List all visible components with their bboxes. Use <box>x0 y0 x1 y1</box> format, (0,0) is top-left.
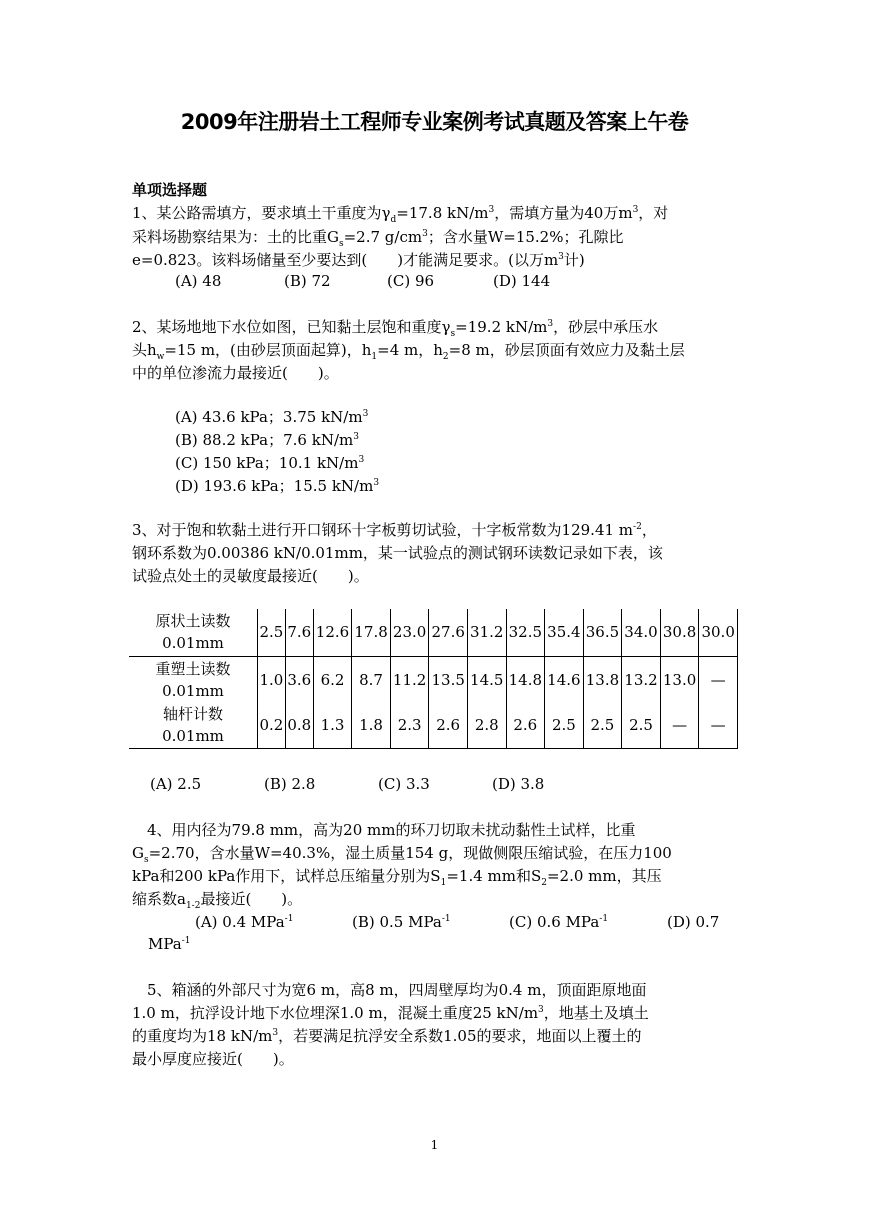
table-cell: 23.0 <box>390 609 429 656</box>
table-cell: 2.8 <box>467 703 506 748</box>
table-cell: 30.8 <box>660 609 699 656</box>
q5-line-3: 的重度均为18 $kN/m^3$，若要满足抗浮安全系数1.05的要求，地面以上覆土的 <box>132 1027 642 1045</box>
q2-line-1: 2、某场地地下水位如图，已知黏土层饱和重度$\gamma_s=19.2$ $kN/m^3$，砂层中承压水 <box>132 318 659 339</box>
table-cell: 1.0 <box>258 656 286 703</box>
table-cell: 7.6 <box>285 609 313 656</box>
q4-line-4: 缩系数$a_{1-2}$最接近( )。 <box>132 890 303 911</box>
q5-line-1: 5、箱涵的外部尺寸为宽6 m，高8 m，四周壁厚均为0.4 m，顶面距原地面 <box>147 981 647 999</box>
q3-option-c: (C) 3.3 <box>378 775 430 793</box>
q1-option-c: (C) 96 <box>387 272 435 290</box>
q4-option-c: (C) 0.6 MPa$^{-1}$ <box>509 913 609 931</box>
table-cell: 0.2 <box>258 703 286 748</box>
row-label <box>129 656 258 703</box>
table-cell: 0.8 <box>285 703 313 748</box>
q4-option-d-unit: MPa$^{-1}$ <box>148 935 191 953</box>
table-cell: 13.5 <box>429 656 468 703</box>
page-number: 1 <box>430 1138 439 1152</box>
q4-line-3: kPa和200 kPa作用下，试样总压缩量分别为$S_1=1.4$ mm和$S_2=2.0$ mm，其压 <box>132 867 662 888</box>
table-cell: 17.8 <box>352 609 391 656</box>
q2-line-3: 中的单位渗流力最接近( )。 <box>132 364 339 382</box>
table-cell: 27.6 <box>429 609 468 656</box>
table-cell: 13.8 <box>583 656 622 703</box>
table-cell: 32.5 <box>506 609 545 656</box>
q4-line-1: 4、用内径为79.8 mm，高为20 mm的环刀切取未扰动黏性土试样，比重 <box>147 821 636 839</box>
table-cell: 14.8 <box>506 656 545 703</box>
row-label-unit: 0.01mm <box>162 727 224 746</box>
table-cell: 2.5 <box>258 609 286 656</box>
section-heading: 单项选择题 <box>132 181 208 199</box>
q2-line-2: 头$h_w=15$ m，(由砂层顶面起算)，$h_1=4$ m，$h_2=8$ m，砂层顶面有效应力及黏土层 <box>132 341 685 362</box>
q2-option-a: (A) 43.6 kPa；3.75 $kN/m^3$ <box>175 408 369 426</box>
row-label-name: 重塑土读数 <box>155 659 231 678</box>
q3-option-b: (B) 2.8 <box>264 775 316 793</box>
q4-option-a: (A) 0.4 MPa$^{-1}$ <box>195 913 294 931</box>
table-row <box>129 656 738 703</box>
q3-line-3: 试验点处土的灵敏度最接近( )。 <box>132 567 369 585</box>
document-title: 2009年注册岩土工程师专业案例考试真题及答案上午卷 <box>180 110 689 134</box>
row-label <box>129 609 258 656</box>
table-cell: 31.2 <box>467 609 506 656</box>
q1-option-b: (B) 72 <box>284 272 331 290</box>
table-row <box>129 609 738 656</box>
table-cell: 1.8 <box>352 703 391 748</box>
q1-line-3: e=0.823。该料场储量至少要达到( )才能满足要求。(以万$m^3$计) <box>132 251 585 269</box>
table-cell: — <box>699 703 738 748</box>
table-cell: 2.5 <box>622 703 661 748</box>
q2-option-c: (C) 150 kPa；10.1 $kN/m^3$ <box>175 454 365 472</box>
table-cell: 1.3 <box>313 703 352 748</box>
q3-option-a: (A) 2.5 <box>150 775 202 793</box>
q5-line-4: 最小厚度应接近( )。 <box>132 1050 294 1068</box>
table-cell: 13.2 <box>622 656 661 703</box>
table-row <box>129 703 738 748</box>
table-cell: 8.7 <box>352 656 391 703</box>
table-cell: — <box>660 703 699 748</box>
table-cell: 6.2 <box>313 656 352 703</box>
q4-option-d: (D) 0.7 <box>667 913 720 931</box>
q3-line-2: 钢环系数为0.00386 kN/0.01mm，某一试验点的测试钢环读数记录如下表，该 <box>132 544 663 562</box>
q3-option-d: (D) 3.8 <box>492 775 545 793</box>
table-cell: 3.6 <box>285 656 313 703</box>
table-cell: 2.5 <box>583 703 622 748</box>
q4-option-b: (B) 0.5 MPa$^{-1}$ <box>352 913 451 931</box>
table-cell: 11.2 <box>390 656 429 703</box>
row-label-unit: 0.01mm <box>162 634 224 653</box>
q5-line-2: 1.0 m，抗浮设计地下水位埋深1.0 m，混凝土重度25 $kN/m^3$，地基土及填土 <box>132 1004 649 1022</box>
table-cell: 2.3 <box>390 703 429 748</box>
table-cell: — <box>699 656 738 703</box>
table-cell: 34.0 <box>622 609 661 656</box>
q1-line-2: 采料场勘察结果为：土的比重$G_s=2.7$ $g/cm^3$；含水量W=15.2%；孔隙比 <box>132 228 624 249</box>
table-cell: 36.5 <box>583 609 622 656</box>
row-label-name: 轴杆计数 <box>162 705 223 724</box>
q1-line-1: 1、某公路需填方，要求填土干重度为$\gamma_d=17.8$ $kN/m^3$，需填方量为40万$m^3$，对 <box>132 204 669 225</box>
table-cell: 2.6 <box>506 703 545 748</box>
q2-option-d: (D) 193.6 kPa；15.5 $kN/m^3$ <box>175 477 380 495</box>
table-cell: 12.6 <box>313 609 352 656</box>
q1-option-d: (D) 144 <box>493 272 551 290</box>
table-cell: 14.5 <box>467 656 506 703</box>
table-cell: 2.6 <box>429 703 468 748</box>
table-cell: 2.5 <box>545 703 584 748</box>
table-cell: 30.0 <box>699 609 738 656</box>
q1-option-a: (A) 48 <box>175 272 222 290</box>
table-cell: 35.4 <box>545 609 584 656</box>
q2-option-b: (B) 88.2 kPa；7.6 $kN/m^3$ <box>175 431 359 449</box>
row-label-unit: 0.01mm <box>162 681 224 700</box>
table-cell: 13.0 <box>660 656 699 703</box>
q3-line-1: 3、对于饱和软黏土进行开口钢环十字板剪切试验，十字板常数为129.41 $m^{-2}$， <box>132 521 657 539</box>
q4-line-2: $G_s=2.70$，含水量W=40.3%，湿土质量154 g，现做侧限压缩试验，在压力100 <box>132 844 672 865</box>
row-label-name: 原状土读数 <box>155 612 231 631</box>
row-label <box>129 703 258 748</box>
table-cell: 14.6 <box>545 656 584 703</box>
vane-test-readings-table <box>129 609 738 749</box>
